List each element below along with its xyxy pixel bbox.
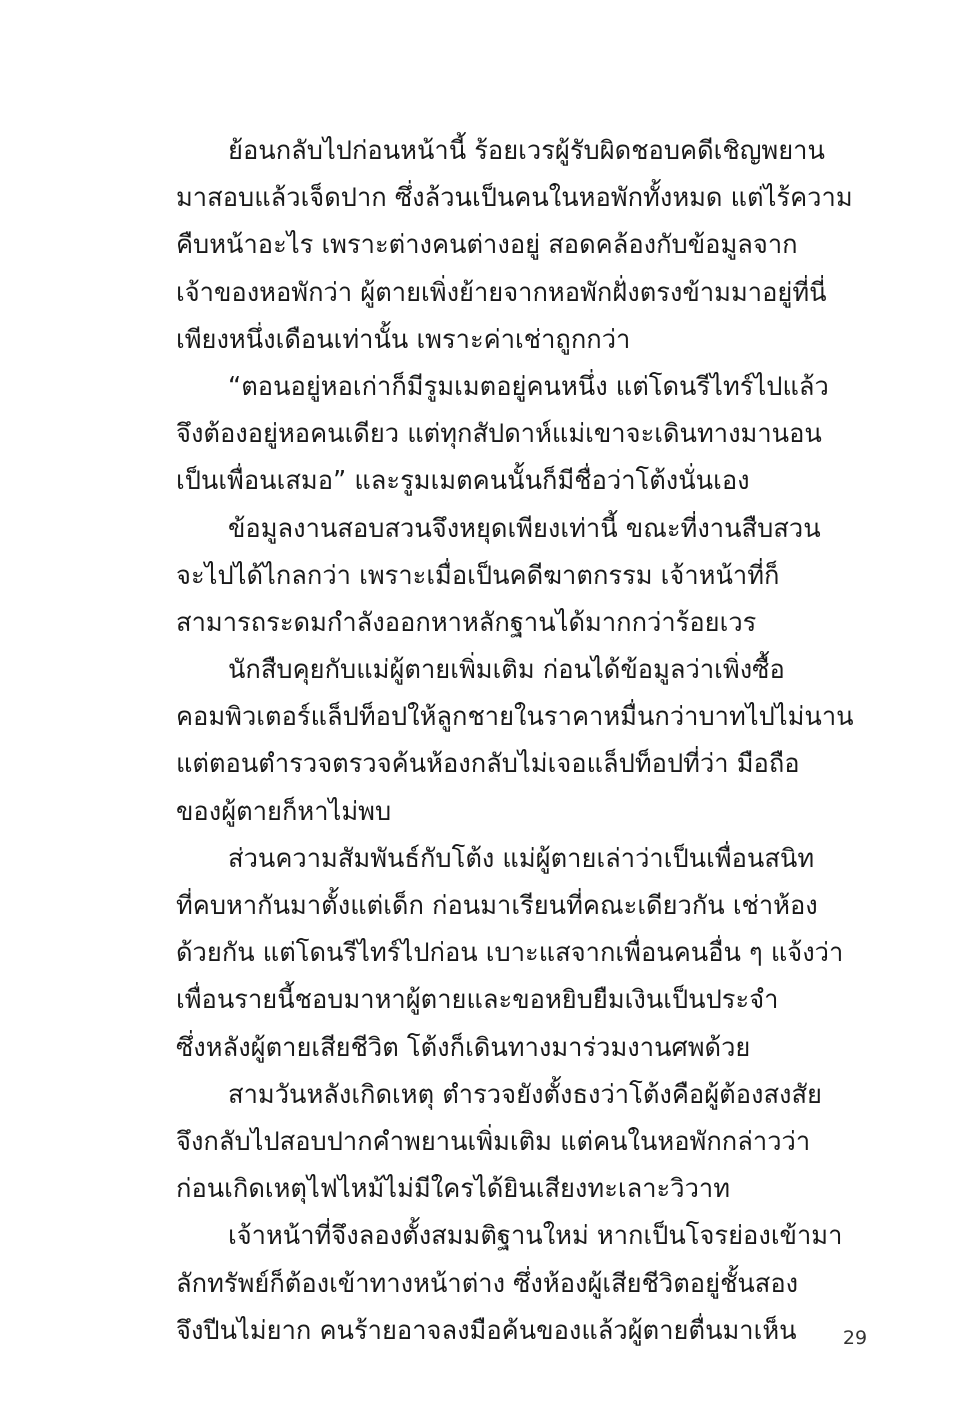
text-line: จึงต้องอยู่หอคนเดียว แต่ทุกสัปดาห์แม่เขาจะเดินทางมานอน (176, 419, 822, 450)
text-line: ลักทรัพย์ก็ต้องเข้าทางหน้าต่าง ซึ่งห้องผู้เสียชีวิตอยู่ชั้นสอง (176, 1268, 799, 1299)
text-line: คืบหน้าอะไร เพราะต่างคนต่างอยู่ สอดคล้องกับข้อมูลจาก (176, 230, 798, 261)
text-line: ซึ่งหลังผู้ตายเสียชีวิต โต้งก็เดินทางมาร่วมงานศพด้วย (176, 1032, 751, 1063)
text-line: จะไปได้ไกลกว่า เพราะเมื่อเป็นคดีฆาตกรรม เจ้าหน้าที่ก็ (176, 560, 780, 591)
text-line: ที่คบหากันมาตั้งแต่เด็ก ก่อนมาเรียนที่คณะเดียวกัน เช่าห้อง (176, 891, 818, 921)
text-line: เพียงหนึ่งเดือนเท่านั้น เพราะค่าเช่าถูกกว่า (176, 324, 631, 355)
text-line: สามวันหลังเกิดเหตุ ตำรวจยังตั้งธงว่าโต้งคือผู้ต้องสงสัย (228, 1079, 822, 1110)
text-line: แต่ตอนตำรวจตรวจค้นห้องกลับไม่เจอแล็ปท็อปที่ว่า มือถือ (176, 749, 800, 780)
text-line: เป็นเพื่อนเสมอ” และรูมเมตคนนั้นก็มีชื่อว่าโต้งนั่นเอง (176, 466, 750, 497)
text-line: เจ้าของหอพักว่า ผู้ตายเพิ่งย้ายจากหอพักฝั่งตรงข้ามมาอยู่ที่นี่ (176, 277, 827, 308)
text-line: ด้วยกัน แต่โดนรีไทร์ไปก่อน เบาะแสจากเพื่อนคนอื่น ๆ แจ้งว่า (176, 938, 844, 969)
text-line: ย้อนกลับไปก่อนหน้านี้ ร้อยเวรผู้รับผิดชอบคดีเชิญพยาน (228, 136, 825, 166)
text-line: จึงกลับไปสอบปากคำพยานเพิ่มเติม แต่คนในหอพักกล่าวว่า (176, 1126, 811, 1157)
text-line: จึงปีนไม่ยาก คนร้ายอาจลงมือค้นของแล้วผู้ตายตื่นมาเห็น (176, 1315, 797, 1346)
text-line: เพื่อนรายนี้ชอบมาหาผู้ตายและขอหยิบยืมเงินเป็นประจำ (176, 985, 779, 1016)
page-number: 29 (842, 1327, 868, 1349)
text-line: คอมพิวเตอร์แล็ปท็อปให้ลูกชายในราคาหมื่นกว่าบาทไปไม่นาน (176, 702, 854, 733)
text-line: ส่วนความสัมพันธ์กับโต้ง แม่ผู้ตายเล่าว่าเป็นเพื่อนสนิท (228, 843, 815, 874)
body-text (176, 128, 866, 1355)
text-line: ข้อมูลงานสอบสวนจึงหยุดเพียงเท่านี้ ขณะที่งานสืบสวน (228, 513, 821, 544)
text-line: ของผู้ตายก็หาไม่พบ (176, 796, 392, 827)
text-line: เจ้าหน้าที่จึงลองตั้งสมมติฐานใหม่ หากเป็นโจรย่องเข้ามา (228, 1221, 843, 1252)
text-line: ก่อนเกิดเหตุไฟไหม้ไม่มีใครได้ยินเสียงทะเลาะวิวาท (176, 1174, 731, 1205)
text-line: สามารถระดมกำลังออกหาหลักฐานได้มากกว่าร้อยเวร (176, 607, 757, 638)
text-line: มาสอบแล้วเจ็ดปาก ซึ่งล้วนเป็นคนในหอพักทั้งหมด แต่ไร้ความ (176, 183, 853, 214)
text-line: นักสืบคุยกับแม่ผู้ตายเพิ่มเติม ก่อนได้ข้อมูลว่าเพิ่งซื้อ (228, 655, 785, 686)
text-line: “ตอนอยู่หอเก่าก็มีรูมเมตอยู่คนหนึ่ง แต่โดนรีไทร์ไปแล้ว (228, 371, 829, 402)
